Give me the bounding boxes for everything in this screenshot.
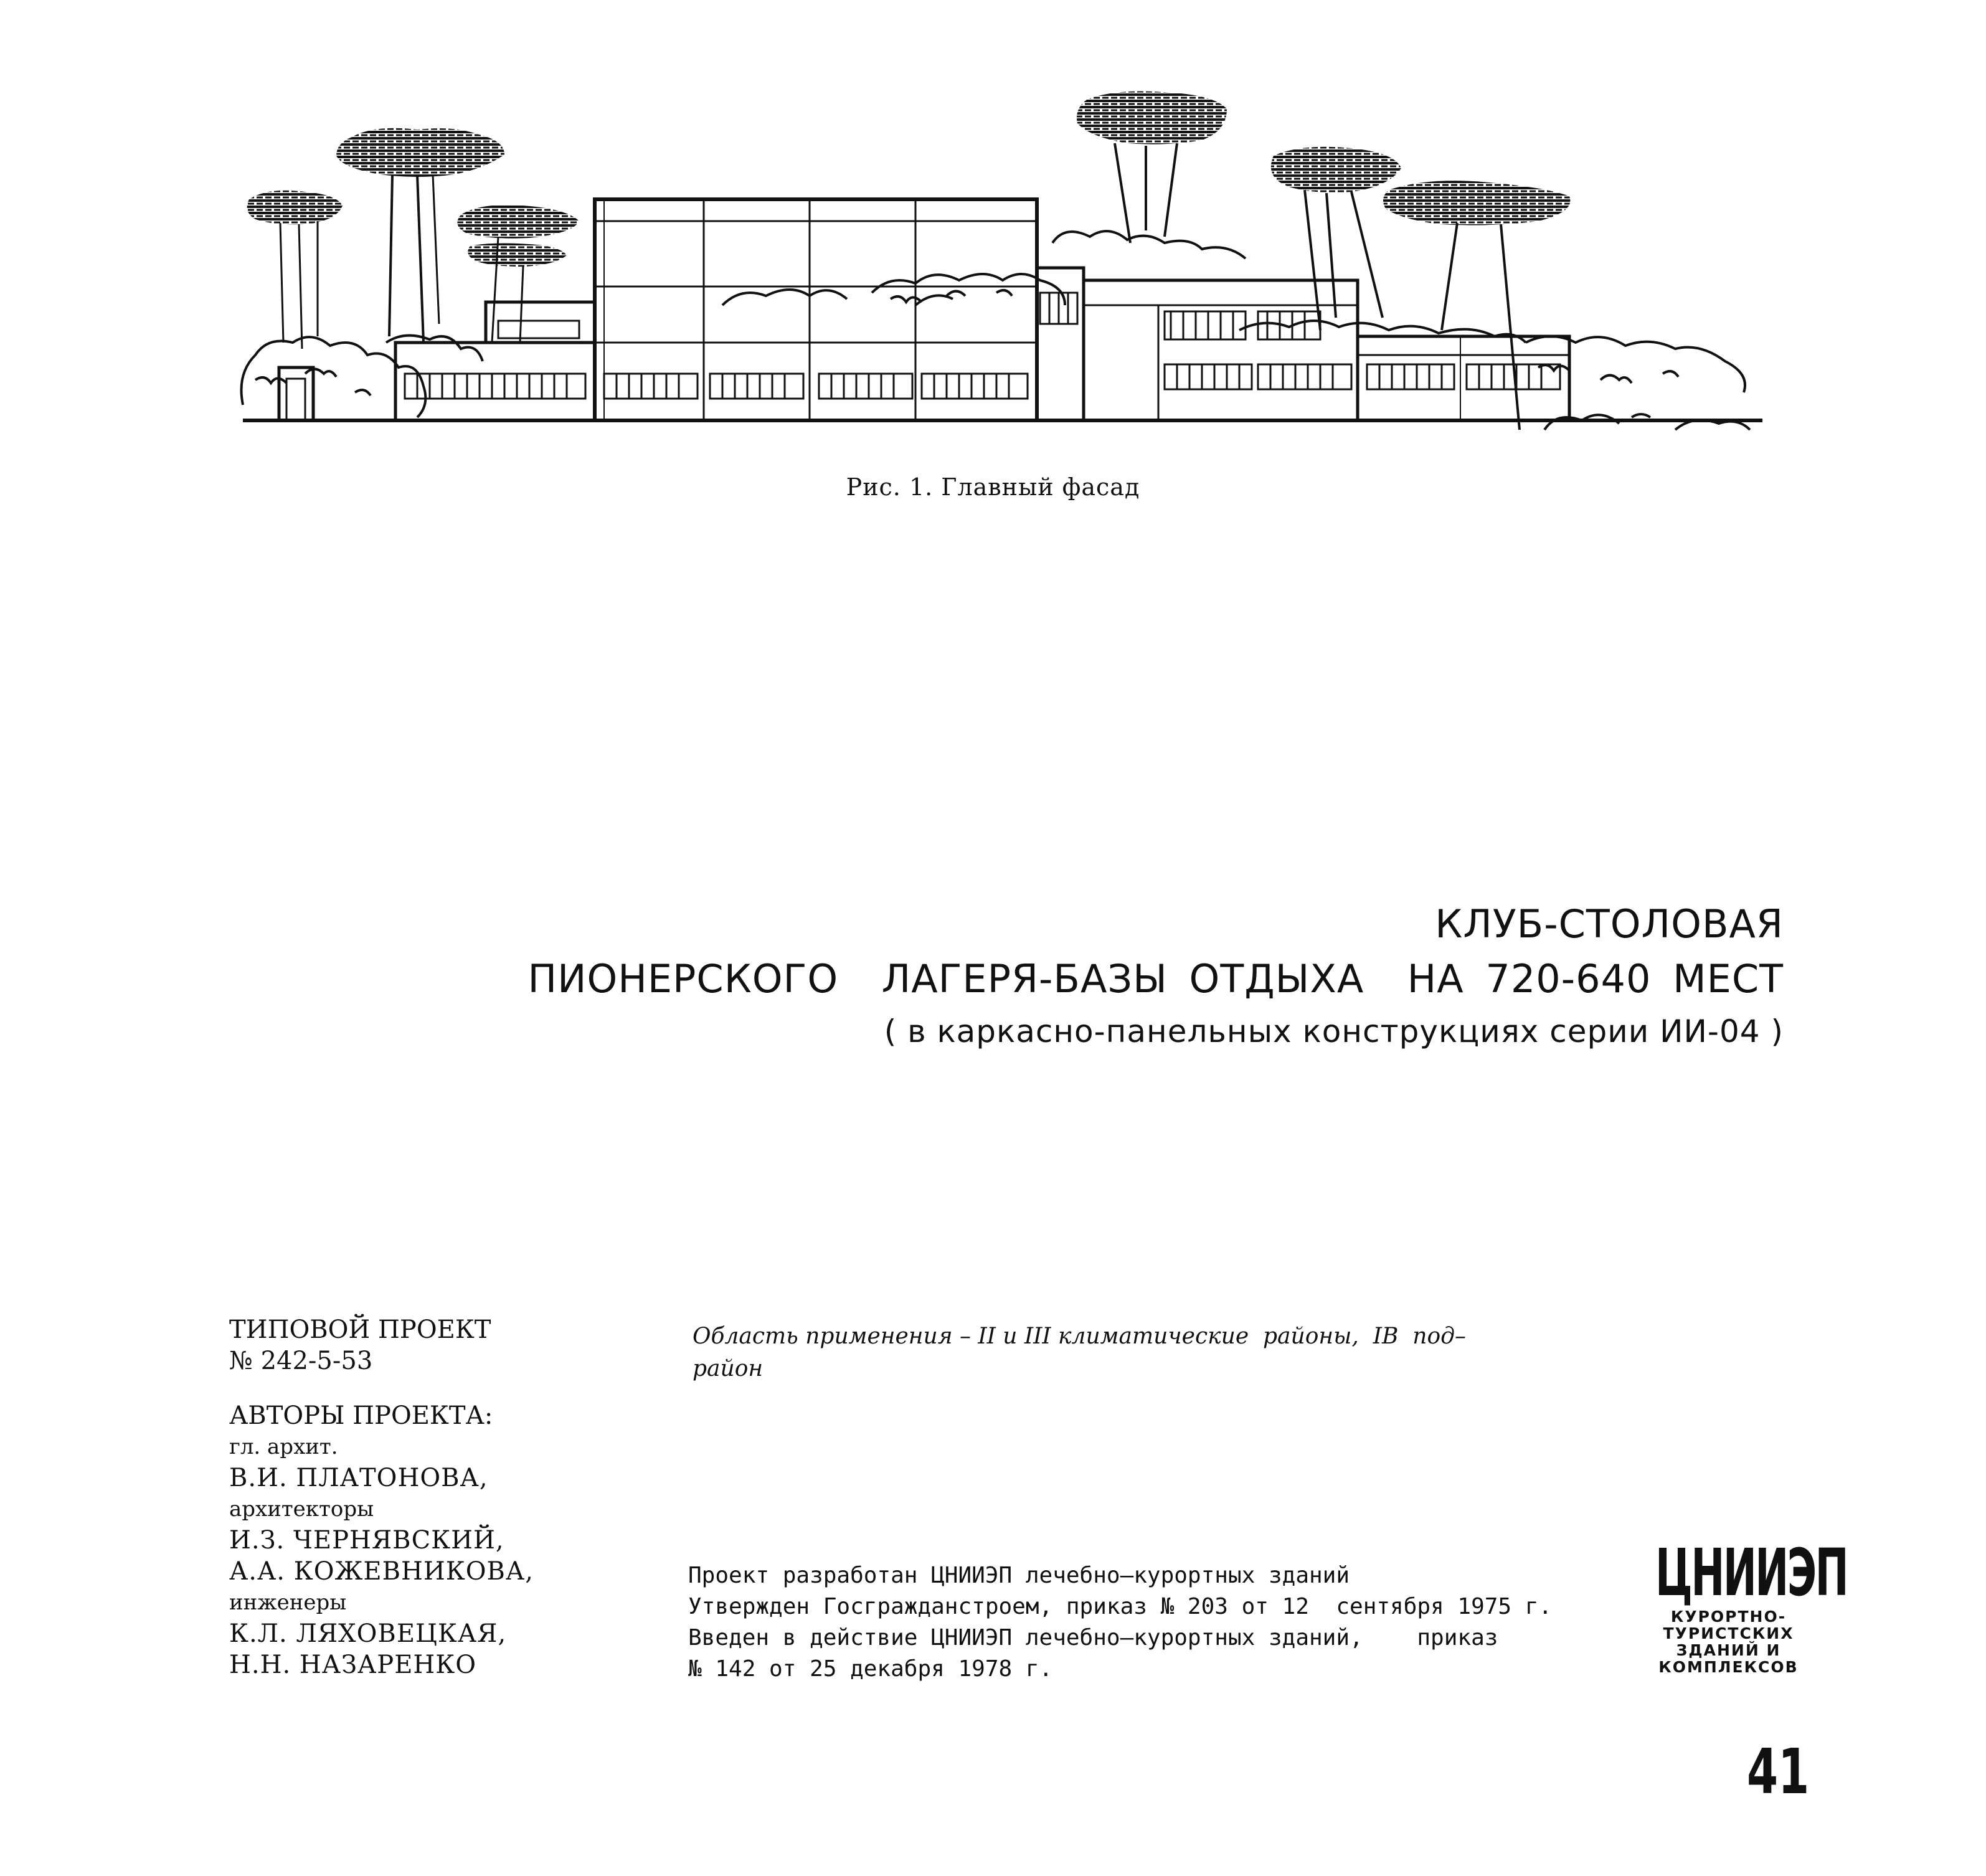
figure-caption: Рис. 1. Главный фасад bbox=[846, 473, 1140, 501]
shrub-icon bbox=[242, 231, 1751, 430]
approval-line: Введен в действие ЦНИИЭП лечебно–курортных зданий, приказ bbox=[688, 1625, 1498, 1651]
tree-icon bbox=[1271, 147, 1571, 430]
scope-line: район bbox=[693, 1356, 764, 1381]
approval-line: № 142 от 25 декабря 1978 г. bbox=[688, 1656, 1053, 1682]
project-label: ТИПОВОЙ ПРОЕКТ bbox=[229, 1315, 491, 1344]
logo-line: ТУРИСТСКИХ bbox=[1663, 1624, 1794, 1642]
engineer-name: К.Л. ЛЯХОВЕЦКАЯ, bbox=[229, 1619, 507, 1648]
title-line-3: ( в каркасно-панельных конструкциях серии ИИ-04 ) bbox=[884, 1013, 1784, 1049]
page-title bbox=[289, 897, 1784, 1056]
tree-icon bbox=[247, 191, 343, 349]
tree-icon bbox=[457, 205, 579, 343]
chief-architect-name: В.И. ПЛАТОНОВА, bbox=[229, 1464, 488, 1492]
page-number: 41 bbox=[1747, 1735, 1810, 1808]
facade-drawing bbox=[230, 81, 1775, 442]
logo-line: КУРОРТНО- bbox=[1670, 1608, 1787, 1626]
project-number: № 242-5-53 bbox=[229, 1347, 373, 1375]
logo-line: ЗДАНИЙ И bbox=[1676, 1641, 1781, 1659]
engineers-role: инженеры bbox=[229, 1590, 347, 1615]
title-line-2: ПИОНЕРСКОГО ЛАГЕРЯ-БАЗЫ ОТДЫХА НА 720-640 МЕСТ bbox=[527, 956, 1784, 1002]
architects-role: архитекторы bbox=[229, 1497, 374, 1522]
architect-name: А.А. КОЖЕВНИКОВА, bbox=[229, 1557, 534, 1586]
engineer-name: Н.Н. НАЗАРЕНКО bbox=[229, 1651, 477, 1679]
approval-line: Проект разработан ЦНИИЭП лечебно–курортных зданий bbox=[688, 1563, 1350, 1588]
architect-name: И.З. ЧЕРНЯВСКИЙ, bbox=[229, 1526, 504, 1555]
logo-line: КОМПЛЕКСОВ bbox=[1658, 1658, 1799, 1676]
scope-line: Область применения – II и III климатические районы, IВ под– bbox=[693, 1324, 1466, 1349]
application-scope bbox=[693, 1320, 1602, 1385]
approval-info bbox=[688, 1560, 1647, 1685]
title-line-1: КЛУБ-СТОЛОВАЯ bbox=[1435, 901, 1784, 947]
project-credits bbox=[229, 1314, 665, 1680]
approval-line: Утвержден Госгражданстроем, приказ № 203 от 12 сентября 1975 г. bbox=[688, 1594, 1553, 1619]
institute-logo bbox=[1655, 1535, 1848, 1682]
logo-abbreviation: ЦНИИЭП bbox=[1655, 1535, 1848, 1611]
tree-icon bbox=[1077, 92, 1227, 244]
logo-subtitle bbox=[1655, 1608, 1802, 1675]
authors-heading: АВТОРЫ ПРОЕКТА: bbox=[229, 1401, 493, 1430]
chief-architect-role: гл. архит. bbox=[229, 1434, 338, 1459]
